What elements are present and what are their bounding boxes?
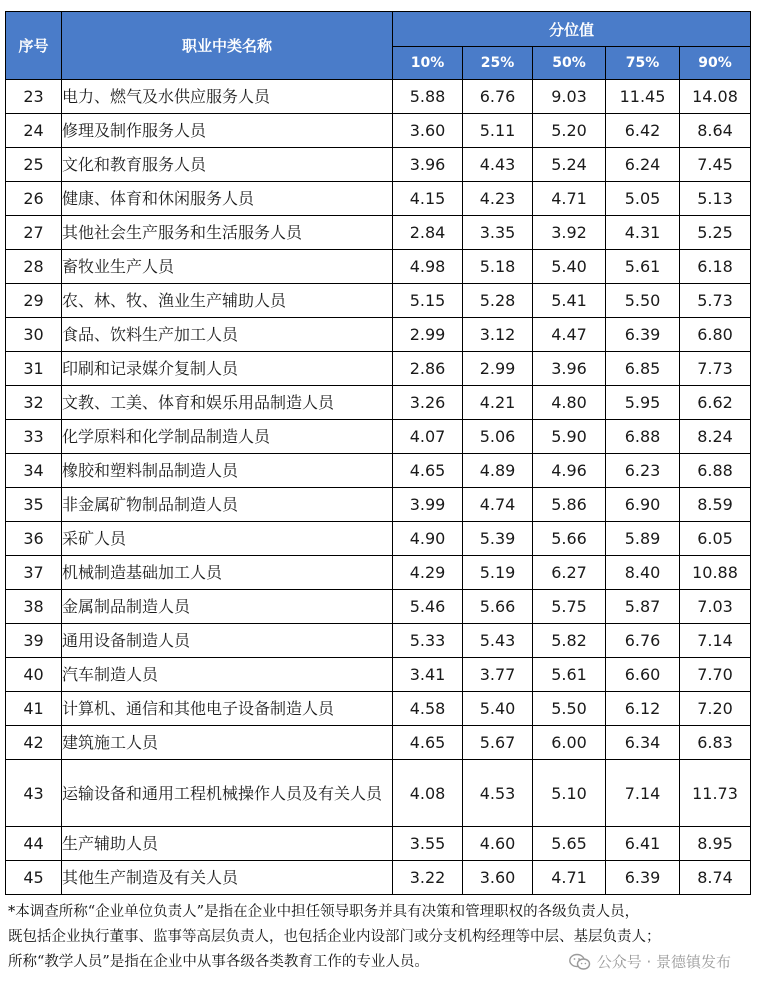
row-occupation-name: 健康、体育和休闲服务人员	[62, 182, 393, 216]
row-seq: 30	[6, 318, 62, 352]
row-occupation-name: 化学原料和化学制品制造人员	[62, 420, 393, 454]
row-seq: 44	[6, 827, 62, 861]
row-value: 6.24	[606, 148, 680, 182]
table-row	[6, 352, 751, 386]
row-occupation-name: 非金属矿物制品制造人员	[62, 488, 393, 522]
row-value: 3.26	[393, 386, 463, 420]
row-value: 6.85	[606, 352, 680, 386]
row-occupation-name: 采矿人员	[62, 522, 393, 556]
table-row	[6, 522, 751, 556]
row-value: 6.83	[680, 726, 751, 760]
row-occupation-name: 畜牧业生产人员	[62, 250, 393, 284]
row-value: 5.86	[533, 488, 606, 522]
row-seq: 40	[6, 658, 62, 692]
row-seq: 42	[6, 726, 62, 760]
row-value: 6.41	[606, 827, 680, 861]
row-value: 5.87	[606, 590, 680, 624]
table-row	[6, 182, 751, 216]
row-value: 5.20	[533, 114, 606, 148]
row-seq: 36	[6, 522, 62, 556]
table-row	[6, 726, 751, 760]
row-value: 5.65	[533, 827, 606, 861]
row-value: 3.55	[393, 827, 463, 861]
row-value: 5.88	[393, 80, 463, 114]
row-value: 2.99	[393, 318, 463, 352]
row-value: 4.60	[463, 827, 533, 861]
row-value: 5.43	[463, 624, 533, 658]
row-value: 5.95	[606, 386, 680, 420]
row-value: 4.47	[533, 318, 606, 352]
row-value: 7.03	[680, 590, 751, 624]
table-row	[6, 827, 751, 861]
row-occupation-name: 机械制造基础加工人员	[62, 556, 393, 590]
row-value: 3.60	[393, 114, 463, 148]
row-occupation-name: 计算机、通信和其他电子设备制造人员	[62, 692, 393, 726]
row-value: 10.88	[680, 556, 751, 590]
table-row	[6, 216, 751, 250]
row-value: 6.80	[680, 318, 751, 352]
table-row	[6, 250, 751, 284]
watermark-text: 公众号 · 景德镇发布	[596, 953, 731, 971]
row-value: 6.39	[606, 861, 680, 895]
row-value: 5.18	[463, 250, 533, 284]
row-seq: 43	[6, 760, 62, 827]
header-p10: 10%	[393, 47, 463, 80]
row-occupation-name: 文化和教育服务人员	[62, 148, 393, 182]
row-value: 4.29	[393, 556, 463, 590]
row-value: 2.99	[463, 352, 533, 386]
row-seq: 29	[6, 284, 62, 318]
row-value: 8.74	[680, 861, 751, 895]
table-row	[6, 590, 751, 624]
row-seq: 37	[6, 556, 62, 590]
row-value: 5.10	[533, 760, 606, 827]
row-occupation-name: 其他生产制造及有关人员	[62, 861, 393, 895]
table-row	[6, 861, 751, 895]
row-value: 6.62	[680, 386, 751, 420]
row-value: 5.41	[533, 284, 606, 318]
row-value: 8.59	[680, 488, 751, 522]
header-p90: 90%	[680, 47, 751, 80]
row-seq: 26	[6, 182, 62, 216]
row-seq: 39	[6, 624, 62, 658]
row-value: 3.41	[393, 658, 463, 692]
row-value: 3.92	[533, 216, 606, 250]
row-value: 5.89	[606, 522, 680, 556]
row-value: 4.90	[393, 522, 463, 556]
row-occupation-name: 修理及制作服务人员	[62, 114, 393, 148]
row-value: 5.61	[606, 250, 680, 284]
row-value: 6.76	[463, 80, 533, 114]
row-value: 5.13	[680, 182, 751, 216]
row-value: 6.76	[606, 624, 680, 658]
row-value: 4.53	[463, 760, 533, 827]
row-value: 4.65	[393, 726, 463, 760]
row-value: 7.20	[680, 692, 751, 726]
row-value: 3.22	[393, 861, 463, 895]
table-row	[6, 760, 751, 827]
row-value: 6.60	[606, 658, 680, 692]
row-value: 6.23	[606, 454, 680, 488]
row-value: 5.66	[463, 590, 533, 624]
row-value: 5.06	[463, 420, 533, 454]
row-occupation-name: 橡胶和塑料制品制造人员	[62, 454, 393, 488]
row-value: 4.71	[533, 861, 606, 895]
row-seq: 33	[6, 420, 62, 454]
row-occupation-name: 运输设备和通用工程机械操作人员及有关人员	[62, 760, 393, 827]
row-value: 5.75	[533, 590, 606, 624]
watermark	[565, 949, 735, 974]
footnote-line: 既包括企业执行董事、监事等高层负责人，也包括企业内设部门或分支机构经理等中层、基层负责人；	[8, 929, 661, 945]
percentile-table	[5, 11, 751, 895]
row-value: 3.12	[463, 318, 533, 352]
row-occupation-name: 文教、工美、体育和娱乐用品制造人员	[62, 386, 393, 420]
row-occupation-name: 生产辅助人员	[62, 827, 393, 861]
row-value: 5.50	[606, 284, 680, 318]
row-value: 3.60	[463, 861, 533, 895]
row-value: 6.05	[680, 522, 751, 556]
row-value: 4.89	[463, 454, 533, 488]
row-value: 5.05	[606, 182, 680, 216]
header-p25: 25%	[463, 47, 533, 80]
row-value: 6.39	[606, 318, 680, 352]
row-occupation-name: 其他社会生产服务和生活服务人员	[62, 216, 393, 250]
row-value: 7.14	[680, 624, 751, 658]
row-value: 4.74	[463, 488, 533, 522]
row-value: 3.35	[463, 216, 533, 250]
row-value: 5.73	[680, 284, 751, 318]
row-value: 5.24	[533, 148, 606, 182]
row-value: 5.40	[533, 250, 606, 284]
table-row	[6, 556, 751, 590]
row-value: 8.95	[680, 827, 751, 861]
table-body	[6, 80, 751, 895]
row-value: 11.45	[606, 80, 680, 114]
table-row	[6, 420, 751, 454]
row-value: 4.58	[393, 692, 463, 726]
row-value: 6.12	[606, 692, 680, 726]
table-row	[6, 318, 751, 352]
row-occupation-name: 印刷和记录媒介复制人员	[62, 352, 393, 386]
row-value: 5.28	[463, 284, 533, 318]
table-row	[6, 454, 751, 488]
row-value: 7.14	[606, 760, 680, 827]
row-value: 14.08	[680, 80, 751, 114]
row-seq: 25	[6, 148, 62, 182]
row-value: 4.80	[533, 386, 606, 420]
row-value: 7.73	[680, 352, 751, 386]
row-occupation-name: 建筑施工人员	[62, 726, 393, 760]
table-row	[6, 624, 751, 658]
row-value: 5.61	[533, 658, 606, 692]
row-value: 6.18	[680, 250, 751, 284]
row-value: 3.77	[463, 658, 533, 692]
row-value: 8.64	[680, 114, 751, 148]
table-row	[6, 148, 751, 182]
row-value: 5.90	[533, 420, 606, 454]
row-value: 8.40	[606, 556, 680, 590]
row-value: 5.39	[463, 522, 533, 556]
row-occupation-name: 电力、燃气及水供应服务人员	[62, 80, 393, 114]
row-value: 6.88	[680, 454, 751, 488]
row-value: 6.34	[606, 726, 680, 760]
row-seq: 31	[6, 352, 62, 386]
header-percentile-group: 分位值	[393, 12, 751, 47]
row-seq: 38	[6, 590, 62, 624]
row-value: 4.08	[393, 760, 463, 827]
row-value: 8.24	[680, 420, 751, 454]
row-value: 2.84	[393, 216, 463, 250]
row-value: 7.70	[680, 658, 751, 692]
row-seq: 45	[6, 861, 62, 895]
table-row	[6, 284, 751, 318]
header-name: 职业中类名称	[62, 12, 393, 80]
table-row	[6, 658, 751, 692]
row-value: 5.15	[393, 284, 463, 318]
row-occupation-name: 食品、饮料生产加工人员	[62, 318, 393, 352]
row-value: 6.88	[606, 420, 680, 454]
row-occupation-name: 农、林、牧、渔业生产辅助人员	[62, 284, 393, 318]
row-value: 3.96	[533, 352, 606, 386]
table-row	[6, 80, 751, 114]
row-value: 4.07	[393, 420, 463, 454]
row-value: 5.66	[533, 522, 606, 556]
row-value: 4.15	[393, 182, 463, 216]
row-value: 3.96	[393, 148, 463, 182]
wechat-icon	[569, 953, 591, 971]
header-p75: 75%	[606, 47, 680, 80]
row-seq: 32	[6, 386, 62, 420]
row-value: 5.11	[463, 114, 533, 148]
footnote-line: *本调查所称“企业单位负责人”是指在企业中担任领导职务并具有决策和管理职权的各级负责人员，	[8, 904, 640, 920]
row-value: 4.21	[463, 386, 533, 420]
row-value: 4.98	[393, 250, 463, 284]
row-value: 11.73	[680, 760, 751, 827]
row-value: 4.31	[606, 216, 680, 250]
row-value: 7.45	[680, 148, 751, 182]
row-seq: 28	[6, 250, 62, 284]
row-occupation-name: 通用设备制造人员	[62, 624, 393, 658]
row-value: 3.99	[393, 488, 463, 522]
footnote-line: 所称“教学人员”是指在企业中从事各级各类教育工作的专业人员。	[8, 954, 429, 970]
row-value: 4.65	[393, 454, 463, 488]
table-row	[6, 488, 751, 522]
row-seq: 34	[6, 454, 62, 488]
row-occupation-name: 汽车制造人员	[62, 658, 393, 692]
row-seq: 23	[6, 80, 62, 114]
row-value: 4.23	[463, 182, 533, 216]
row-value: 4.71	[533, 182, 606, 216]
row-occupation-name: 金属制品制造人员	[62, 590, 393, 624]
row-value: 5.50	[533, 692, 606, 726]
row-seq: 27	[6, 216, 62, 250]
row-value: 5.33	[393, 624, 463, 658]
row-value: 5.25	[680, 216, 751, 250]
row-value: 2.86	[393, 352, 463, 386]
row-seq: 24	[6, 114, 62, 148]
table-row	[6, 386, 751, 420]
row-value: 6.00	[533, 726, 606, 760]
row-value: 6.27	[533, 556, 606, 590]
row-value: 5.67	[463, 726, 533, 760]
row-value: 5.19	[463, 556, 533, 590]
row-value: 5.46	[393, 590, 463, 624]
header-p50: 50%	[533, 47, 606, 80]
row-seq: 35	[6, 488, 62, 522]
table-row	[6, 692, 751, 726]
row-value: 9.03	[533, 80, 606, 114]
row-value: 6.42	[606, 114, 680, 148]
header-seq: 序号	[6, 12, 62, 80]
row-seq: 41	[6, 692, 62, 726]
row-value: 5.40	[463, 692, 533, 726]
row-value: 4.43	[463, 148, 533, 182]
row-value: 5.82	[533, 624, 606, 658]
row-value: 4.96	[533, 454, 606, 488]
table-header	[6, 12, 751, 80]
row-value: 6.90	[606, 488, 680, 522]
table-row	[6, 114, 751, 148]
